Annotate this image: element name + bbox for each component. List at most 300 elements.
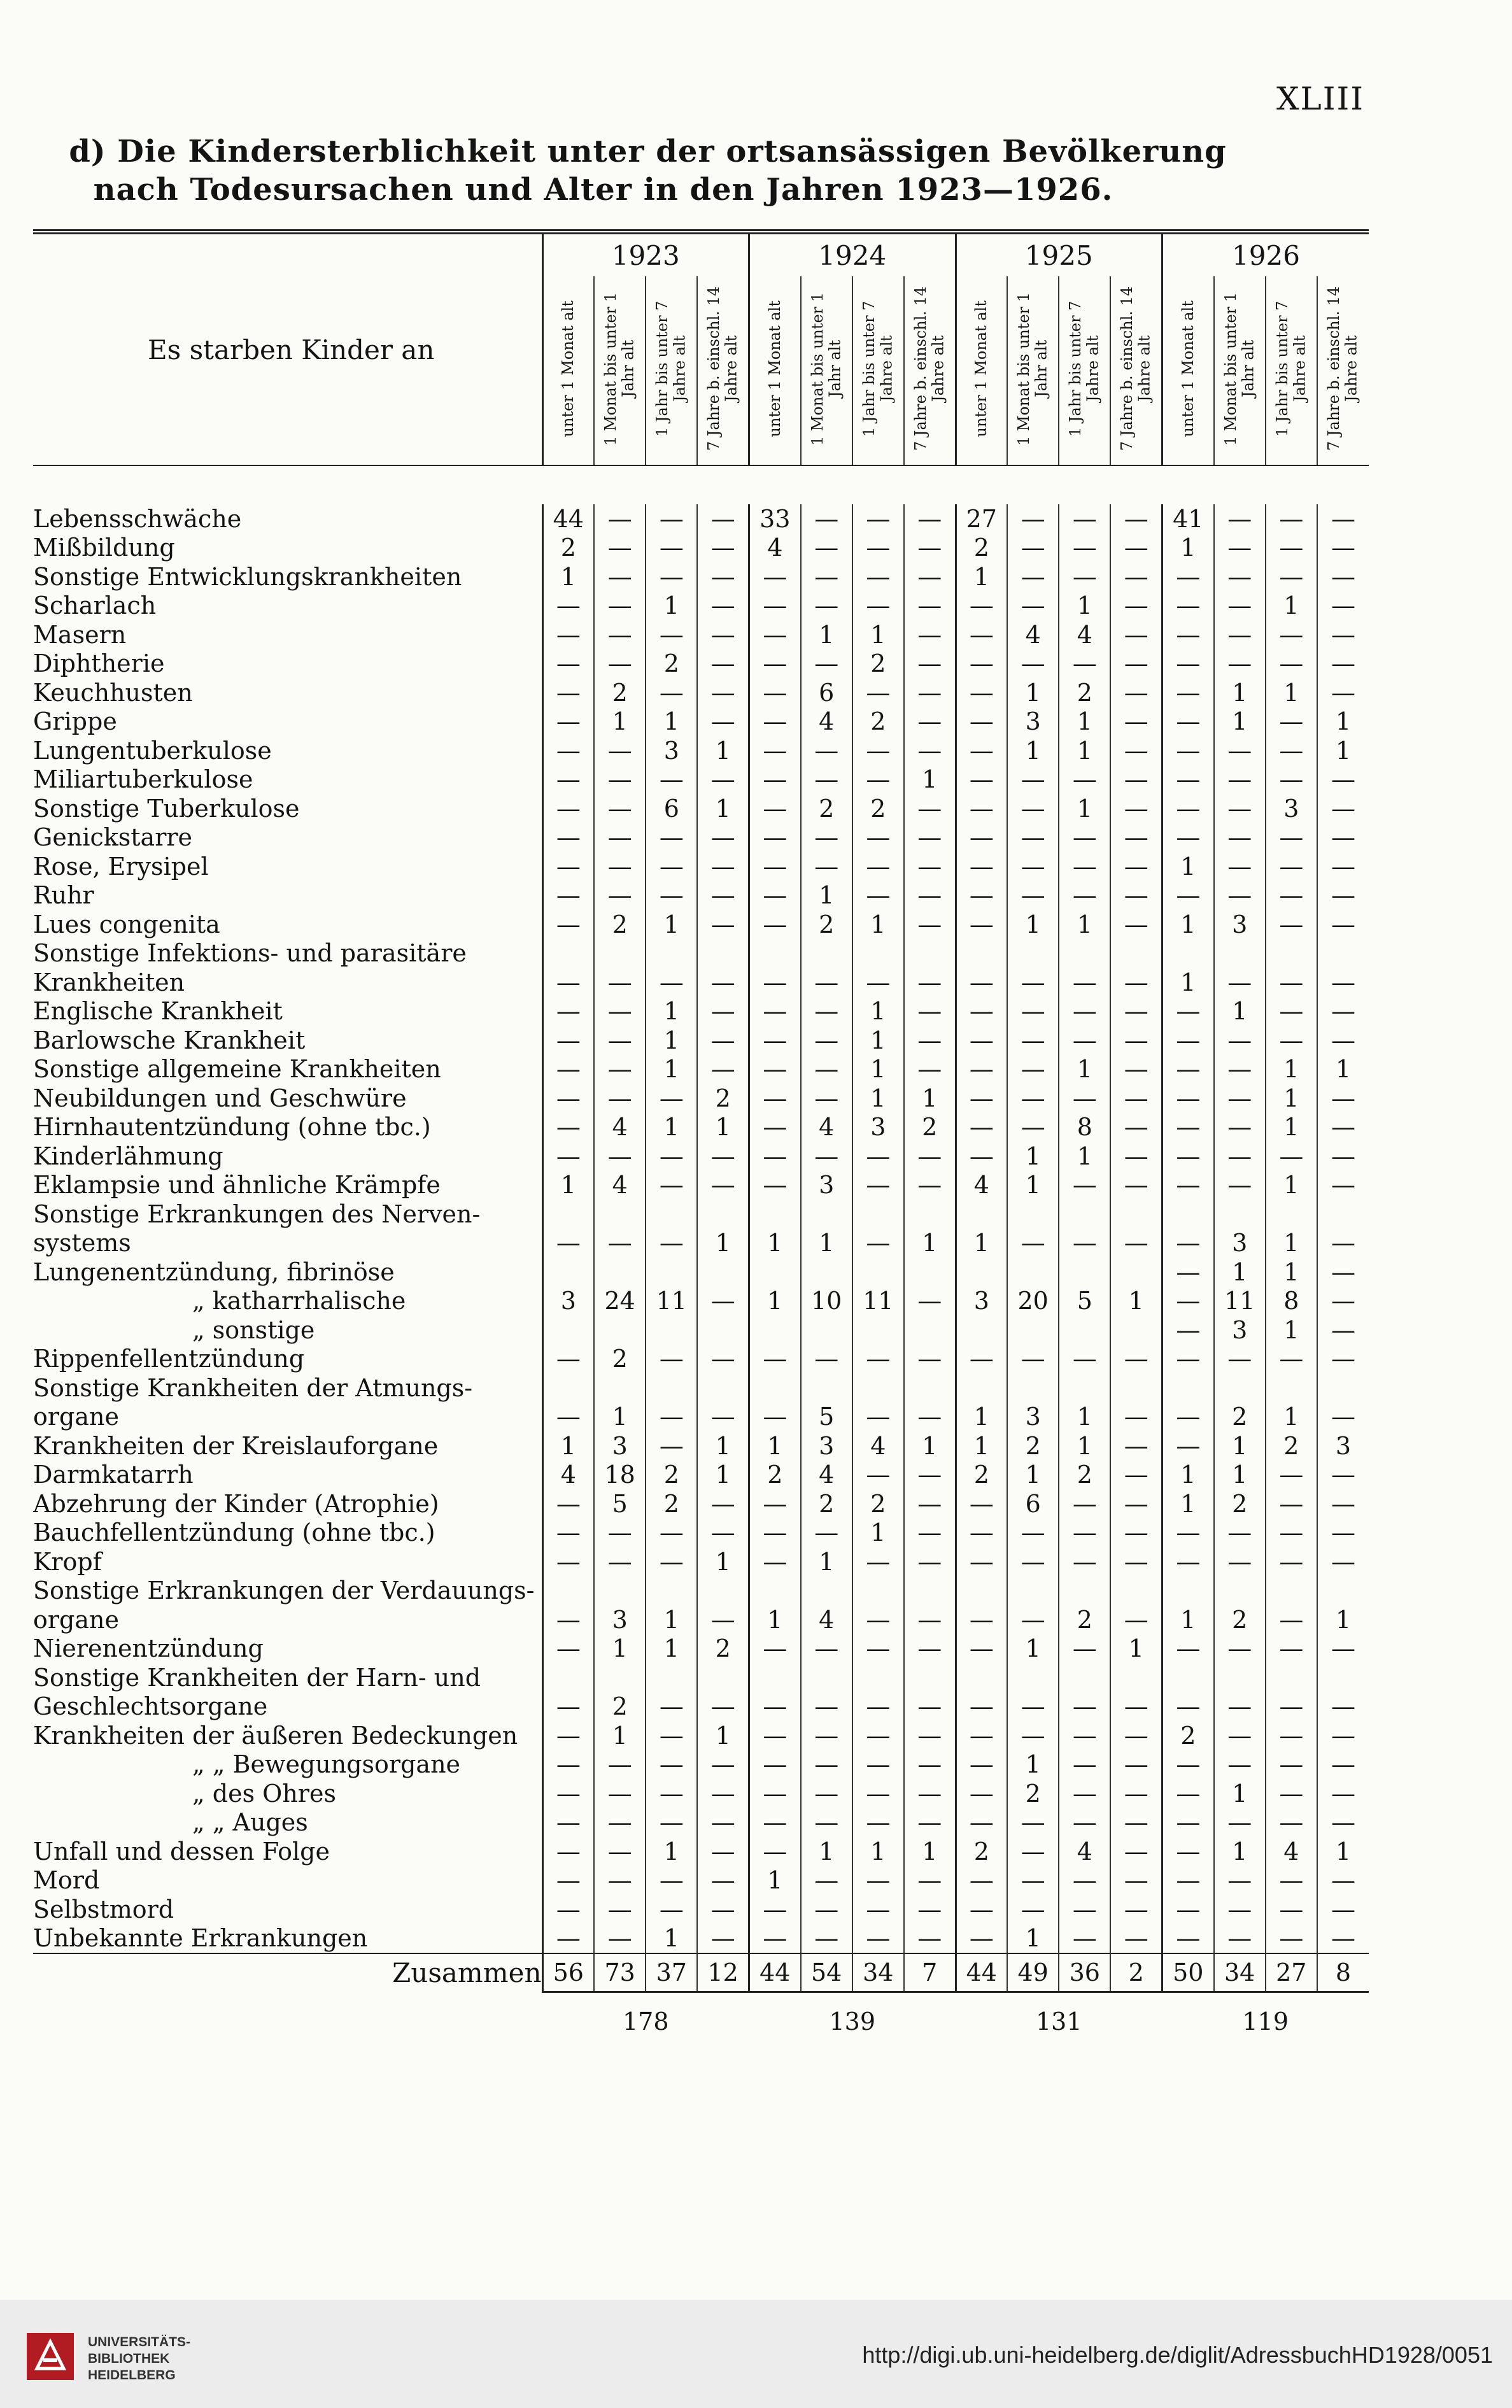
table-cell <box>852 1663 904 1692</box>
table-cell: — <box>1214 1084 1266 1113</box>
table-cell: — <box>852 1547 904 1576</box>
table-cell: 1 <box>697 736 749 765</box>
table-cell: — <box>1162 1142 1214 1171</box>
table-cell: — <box>1266 910 1317 939</box>
table-cell: — <box>749 1113 801 1142</box>
table-cell: — <box>1059 1750 1110 1780</box>
table-row <box>33 1547 1369 1576</box>
table-cell <box>852 1200 904 1229</box>
table-cell: — <box>1214 1113 1266 1142</box>
table-cell: — <box>1317 1229 1369 1258</box>
total-cell: 50 <box>1162 1953 1214 1992</box>
table-cell: — <box>1110 1721 1162 1750</box>
table-cell: — <box>1214 1171 1266 1200</box>
table-cell: — <box>542 1866 594 1895</box>
cause-of-death-label: organe <box>33 1605 119 1634</box>
table-cell: — <box>852 678 904 707</box>
table-cell: — <box>749 591 801 621</box>
table-cell: — <box>1059 649 1110 679</box>
table-row <box>33 562 1369 591</box>
table-cell: — <box>697 534 749 563</box>
table-cell: 1 <box>1162 968 1214 997</box>
table-cell: 3 <box>594 1431 646 1461</box>
table-cell: 1 <box>646 1837 697 1866</box>
table-cell: — <box>1317 1142 1369 1171</box>
table-cell <box>1110 1663 1162 1692</box>
table-cell: — <box>1214 823 1266 853</box>
table-cell: 2 <box>542 534 594 563</box>
table-cell: — <box>1162 881 1214 910</box>
table-cell: 11 <box>852 1287 904 1316</box>
table-cell: — <box>1162 1519 1214 1548</box>
table-cell: — <box>697 620 749 649</box>
age-group-header <box>852 276 904 465</box>
table-cell: — <box>542 1750 594 1780</box>
table-cell: 2 <box>904 1113 956 1142</box>
table-cell <box>1162 939 1214 968</box>
table-cell <box>749 939 801 968</box>
table-cell: 1 <box>956 562 1007 591</box>
table-cell: — <box>1007 504 1059 534</box>
table-cell: 8 <box>1059 1113 1110 1142</box>
table-cell: 1 <box>1007 1634 1059 1664</box>
table-cell <box>1007 1315 1059 1345</box>
table-cell: 1 <box>801 620 852 649</box>
table-cell: — <box>1266 1547 1317 1576</box>
table-cell: 4 <box>1059 1837 1110 1866</box>
table-cell: — <box>1059 968 1110 997</box>
table-cell: — <box>1007 1113 1059 1142</box>
table-cell: — <box>542 707 594 737</box>
table-cell: — <box>904 1605 956 1634</box>
table-row <box>33 794 1369 823</box>
table-cell: — <box>1266 1519 1317 1548</box>
table-cell: — <box>697 881 749 910</box>
table-cell: — <box>852 534 904 563</box>
table-cell <box>646 1663 697 1692</box>
table-row <box>33 1634 1369 1664</box>
table-row <box>33 1895 1369 1924</box>
table-cell: — <box>904 881 956 910</box>
table-cell: — <box>594 1084 646 1113</box>
table-cell: 1 <box>1266 1171 1317 1200</box>
table-row <box>33 649 1369 679</box>
table-cell: 1 <box>542 1171 594 1200</box>
table-cell: — <box>1162 997 1214 1026</box>
table-cell: — <box>1162 1403 1214 1432</box>
table-cell <box>1110 1200 1162 1229</box>
table-cell: — <box>542 794 594 823</box>
table-cell: 4 <box>594 1113 646 1142</box>
table-cell: — <box>1007 1866 1059 1895</box>
table-cell: — <box>1266 1634 1317 1664</box>
table-cell: 2 <box>1214 1403 1266 1432</box>
table-cell: — <box>1059 852 1110 881</box>
table-cell <box>646 1576 697 1606</box>
table-cell: 1 <box>1162 534 1214 563</box>
table-cell: — <box>1110 1692 1162 1722</box>
table-cell <box>542 1576 594 1606</box>
table-cell: 1 <box>646 707 697 737</box>
table-cell: — <box>904 1895 956 1924</box>
table-cell: — <box>542 1895 594 1924</box>
table-cell: — <box>1214 1895 1266 1924</box>
table-cell: 4 <box>852 1431 904 1461</box>
cause-of-death-label: Nierenentzündung <box>33 1634 264 1663</box>
table-cell: 4 <box>801 1605 852 1634</box>
table-cell: — <box>956 1808 1007 1838</box>
table-cell: — <box>542 1924 594 1954</box>
table-cell: — <box>1317 1924 1369 1954</box>
table-cell: — <box>594 620 646 649</box>
table-cell: — <box>542 1779 594 1808</box>
table-cell <box>594 1200 646 1229</box>
table-cell: — <box>1007 562 1059 591</box>
source-url[interactable]: http://digi.ub.uni-heidelberg.de/diglit/AdressbuchHD1928/0051 <box>862 2342 1493 2368</box>
table-cell <box>749 1373 801 1403</box>
table-cell: — <box>1214 1026 1266 1055</box>
table-cell: 2 <box>1007 1779 1059 1808</box>
table-cell <box>1162 1373 1214 1403</box>
table-cell: 1 <box>646 1605 697 1634</box>
cause-of-death-label: Sonstige Tuberkulose <box>33 794 300 823</box>
table-cell: — <box>1214 504 1266 534</box>
table-cell: — <box>542 591 594 621</box>
table-cell <box>1110 1576 1162 1606</box>
table-cell: 1 <box>1266 1055 1317 1084</box>
table-cell: 2 <box>852 1489 904 1519</box>
table-cell <box>1162 1663 1214 1692</box>
table-cell: — <box>852 1345 904 1374</box>
table-row <box>33 881 1369 910</box>
cause-of-death-label: Geschlechtsorgane <box>33 1692 268 1721</box>
table-cell <box>697 939 749 968</box>
table-cell: — <box>801 968 852 997</box>
cause-of-death-label: Englische Krankheit <box>33 997 283 1026</box>
table-cell: — <box>1266 852 1317 881</box>
table-cell: 2 <box>594 1345 646 1374</box>
table-cell: — <box>956 765 1007 795</box>
table-subtitle: nach Todesursachen und Alter in den Jahren 1923—1926. <box>93 172 1113 208</box>
table-cell: — <box>749 1837 801 1866</box>
table-cell: — <box>1266 562 1317 591</box>
table-cell: 1 <box>1214 707 1266 737</box>
page-number: XLIII <box>1276 80 1364 117</box>
table-cell: — <box>646 1171 697 1200</box>
table-cell: — <box>1266 504 1317 534</box>
table-cell: — <box>801 1779 852 1808</box>
table-cell <box>956 939 1007 968</box>
table-cell <box>956 1663 1007 1692</box>
table-cell <box>852 1257 904 1287</box>
year-header: 1923 <box>542 232 749 276</box>
table-cell: — <box>542 1142 594 1171</box>
cause-of-death-label: Rippenfellentzündung <box>33 1345 305 1373</box>
table-cell: 1 <box>646 910 697 939</box>
cause-of-death-label: Bauchfellentzündung (ohne tbc.) <box>33 1519 435 1547</box>
table-cell: 1 <box>1110 1634 1162 1664</box>
age-group-header <box>646 276 697 465</box>
table-cell <box>542 1257 594 1287</box>
total-cell: 12 <box>697 1953 749 1992</box>
table-cell: — <box>801 1692 852 1722</box>
table-cell: — <box>1266 1489 1317 1519</box>
table-cell: 4 <box>749 534 801 563</box>
table-cell: — <box>1162 562 1214 591</box>
table-cell <box>1214 939 1266 968</box>
table-cell: — <box>594 997 646 1026</box>
table-cell <box>1007 1257 1059 1287</box>
table-cell: — <box>1266 707 1317 737</box>
table-cell: — <box>697 1866 749 1895</box>
table-cell: — <box>1266 1721 1317 1750</box>
table-cell: 1 <box>801 1229 852 1258</box>
table-cell: — <box>542 1634 594 1664</box>
table-cell: — <box>1214 1055 1266 1084</box>
total-cell: 36 <box>1059 1953 1110 1992</box>
table-cell: — <box>1317 968 1369 997</box>
table-cell <box>1317 1373 1369 1403</box>
table-row <box>33 1837 1369 1866</box>
table-cell: 1 <box>697 1461 749 1490</box>
table-cell: — <box>852 1605 904 1634</box>
total-cell: 8 <box>1317 1953 1369 1992</box>
table-cell: — <box>956 1026 1007 1055</box>
table-cell: — <box>1214 1142 1266 1171</box>
table-cell: — <box>1059 823 1110 853</box>
table-cell: — <box>594 1750 646 1780</box>
table-cell: — <box>852 1634 904 1664</box>
table-cell: — <box>697 1692 749 1722</box>
table-cell: — <box>1110 649 1162 679</box>
table-cell: 1 <box>1162 852 1214 881</box>
table-cell <box>749 1315 801 1345</box>
table-cell: 3 <box>852 1113 904 1142</box>
table-cell <box>1059 1315 1110 1345</box>
table-cell: — <box>749 1547 801 1576</box>
table-cell: — <box>852 1895 904 1924</box>
table-cell: — <box>1317 1692 1369 1722</box>
cause-of-death-label: Masern <box>33 620 127 649</box>
table-cell: — <box>1266 823 1317 853</box>
table-cell: 1 <box>904 1229 956 1258</box>
footer <box>0 2300 1512 2408</box>
table-cell: — <box>1110 591 1162 621</box>
table-cell: — <box>1266 534 1317 563</box>
table-cell: — <box>1266 997 1317 1026</box>
table-cell: — <box>1162 1257 1214 1287</box>
table-cell: — <box>542 1519 594 1548</box>
table-cell <box>749 1200 801 1229</box>
cause-of-death-label: Krankheiten der äußeren Bedeckungen <box>33 1721 518 1750</box>
table-cell: 1 <box>697 1229 749 1258</box>
table-cell: — <box>904 794 956 823</box>
table-cell: 1 <box>646 1113 697 1142</box>
table-cell: — <box>697 1142 749 1171</box>
age-group-header <box>801 276 852 465</box>
table-cell: — <box>1110 823 1162 853</box>
table-cell <box>801 1257 852 1287</box>
table-cell <box>646 939 697 968</box>
table-cell: — <box>542 1605 594 1634</box>
table-cell: — <box>801 1895 852 1924</box>
total-cell: 7 <box>904 1953 956 1992</box>
age-group-header <box>1059 276 1110 465</box>
table-cell: — <box>594 1779 646 1808</box>
table-cell: 1 <box>749 1431 801 1461</box>
table-cell <box>1110 1257 1162 1287</box>
table-cell: — <box>1162 591 1214 621</box>
table-cell: — <box>1317 823 1369 853</box>
table-cell: 1 <box>646 1055 697 1084</box>
table-cell: — <box>904 1808 956 1838</box>
age-group-header <box>1317 276 1369 465</box>
table-row <box>33 534 1369 563</box>
table-cell: 1 <box>1266 1084 1317 1113</box>
table-cell: — <box>1214 1750 1266 1780</box>
table-cell: 2 <box>801 1489 852 1519</box>
table-cell: — <box>904 649 956 679</box>
table-cell: — <box>1266 881 1317 910</box>
table-cell: — <box>1162 649 1214 679</box>
table-cell: — <box>904 678 956 707</box>
table-cell: — <box>956 1721 1007 1750</box>
table-cell: — <box>956 678 1007 707</box>
table-cell: 3 <box>1007 707 1059 737</box>
table-cell: — <box>1214 968 1266 997</box>
table-cell <box>646 1373 697 1403</box>
table-cell: — <box>749 1924 801 1954</box>
table-cell: — <box>1007 1345 1059 1374</box>
table-cell: — <box>1317 620 1369 649</box>
table-cell: — <box>1007 1055 1059 1084</box>
table-cell: — <box>1110 881 1162 910</box>
table-cell: — <box>749 1345 801 1374</box>
table-cell: — <box>852 1924 904 1954</box>
table-cell: — <box>1214 1519 1266 1548</box>
cause-of-death-label: Ruhr <box>33 881 94 910</box>
cause-of-death-label: Keuchhusten <box>33 678 193 707</box>
library-logo-icon <box>24 2330 76 2383</box>
table-cell: — <box>542 1837 594 1866</box>
table-cell: — <box>646 1750 697 1780</box>
table-cell: — <box>1317 591 1369 621</box>
table-row <box>33 1287 1369 1316</box>
table-cell: 1 <box>1266 1315 1317 1345</box>
table-cell: — <box>1007 1229 1059 1258</box>
table-cell: 2 <box>646 649 697 679</box>
table-cell: — <box>1059 1924 1110 1954</box>
age-group-header <box>749 276 801 465</box>
table-cell <box>1162 1576 1214 1606</box>
table-row <box>33 1808 1369 1838</box>
table-cell: — <box>1317 504 1369 534</box>
cause-of-death-label: Unfall und dessen Folge <box>33 1837 330 1866</box>
table-cell: — <box>542 1055 594 1084</box>
table-cell: — <box>1162 1895 1214 1924</box>
table-cell: 1 <box>1214 1257 1266 1287</box>
table-cell: — <box>956 1692 1007 1722</box>
table-cell: 1 <box>1007 1924 1059 1954</box>
table-cell: — <box>1007 794 1059 823</box>
table-cell: — <box>1007 823 1059 853</box>
table-cell: — <box>697 562 749 591</box>
table-cell: — <box>1059 1779 1110 1808</box>
table-cell: — <box>1214 1634 1266 1664</box>
table-cell: — <box>1266 1026 1317 1055</box>
table-cell: — <box>646 620 697 649</box>
table-cell: — <box>1214 1721 1266 1750</box>
table-cell: 1 <box>1317 1837 1369 1866</box>
table-cell: 1 <box>594 1721 646 1750</box>
table-cell: 1 <box>542 562 594 591</box>
table-cell: 2 <box>594 1692 646 1722</box>
table-cell: 1 <box>1162 1605 1214 1634</box>
table-cell <box>697 1576 749 1606</box>
table-cell <box>1162 1200 1214 1229</box>
table-cell: — <box>904 562 956 591</box>
total-cell: 54 <box>801 1953 852 1992</box>
table-cell: — <box>1059 1866 1110 1895</box>
table-cell: — <box>749 1142 801 1171</box>
table-cell: — <box>1214 649 1266 679</box>
table-row <box>33 1345 1369 1374</box>
table-cell: — <box>1007 1084 1059 1113</box>
table-cell: — <box>1110 1924 1162 1954</box>
total-cell: 27 <box>1266 1953 1317 1992</box>
table-cell: — <box>956 649 1007 679</box>
table-cell: — <box>852 1750 904 1780</box>
table-cell: — <box>697 707 749 737</box>
table-cell: — <box>749 1721 801 1750</box>
table-cell: — <box>1162 1692 1214 1722</box>
table-cell: — <box>1266 765 1317 795</box>
table-cell: — <box>1214 852 1266 881</box>
table-cell: 18 <box>594 1461 646 1490</box>
table-cell: — <box>801 562 852 591</box>
table-cell: — <box>646 968 697 997</box>
table-row <box>33 1750 1369 1780</box>
table-cell: 4 <box>594 1171 646 1200</box>
table-cell: 41 <box>1162 504 1214 534</box>
table-cell <box>956 1257 1007 1287</box>
table-row <box>33 1315 1369 1345</box>
cause-of-death-label: systems <box>33 1229 131 1257</box>
table-cell: — <box>1059 1519 1110 1548</box>
table-cell: — <box>852 1779 904 1808</box>
table-cell: — <box>801 504 852 534</box>
age-group-header <box>904 276 956 465</box>
table-cell: — <box>1059 1489 1110 1519</box>
cause-of-death-label: Sonstige Krankheiten der Harn- und <box>33 1663 481 1692</box>
table-cell: 5 <box>801 1403 852 1432</box>
table-cell: — <box>1266 1924 1317 1954</box>
table-cell <box>956 1373 1007 1403</box>
table-cell: — <box>956 881 1007 910</box>
table-cell: — <box>1162 1924 1214 1954</box>
table-cell: — <box>646 1229 697 1258</box>
table-cell <box>852 1576 904 1606</box>
table-cell <box>904 1257 956 1287</box>
table-cell <box>956 1200 1007 1229</box>
year-header: 1924 <box>749 232 956 276</box>
table-row <box>33 1576 1369 1606</box>
table-title: d) Die Kindersterblichkeit unter der ortsansässigen Bevölkerung <box>69 134 1227 169</box>
table-cell: — <box>904 1519 956 1548</box>
table-cell: — <box>749 649 801 679</box>
table-cell: — <box>646 534 697 563</box>
cause-of-death-label: Kinderlähmung <box>33 1142 223 1170</box>
